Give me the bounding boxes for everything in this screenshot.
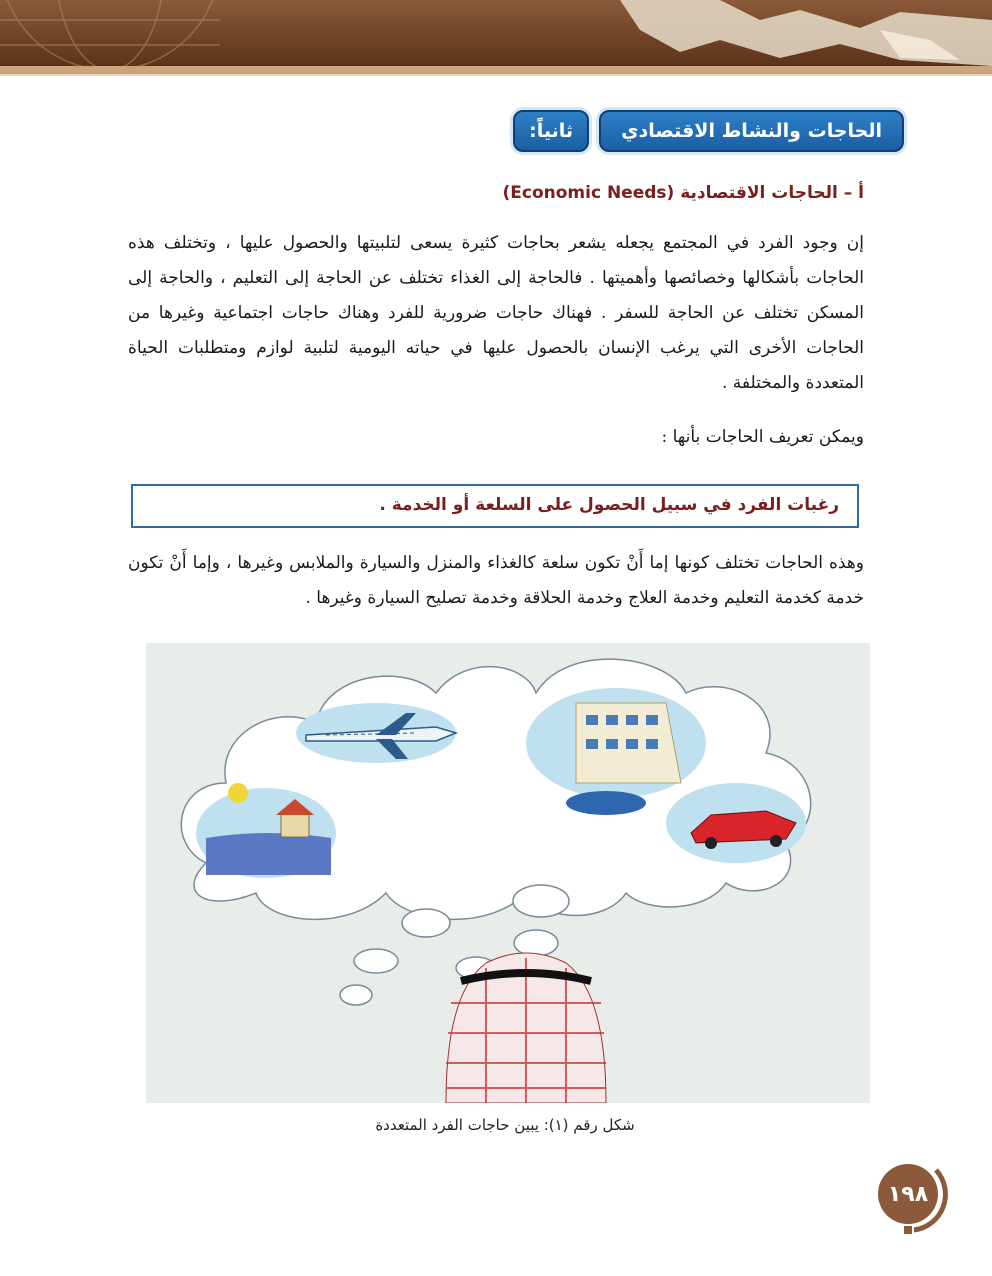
airplane-icon [296,703,456,763]
subheading-economic-needs: أ – الحاجات الاقتصادية (Economic Needs) [502,183,864,203]
figure-caption: شكل رقم (١): يبين حاجات الفرد المتعددة [375,1116,635,1134]
person-head-icon [446,953,606,1103]
paragraph-types: وهذه الحاجات تختلف كونها إما أَنْ تكون سلعة كالغذاء والمنزل والسيارة والملابس وغيرها ، وإما أَنْ تكون خدمة كخدمة التعليم وخدمة العلاج وخدمة الحلاقة وخدمة تصليح السيارة وغيرها . [128,553,864,608]
header-rule [0,66,992,74]
definition-box: رغبات الفرد في سبيل الحصول على السلعة أو الخدمة . [131,484,859,528]
section-heading [513,108,904,154]
paragraph-definition-lead: ويمكن تعريف الحاجات بأنها : [661,427,864,447]
header-band [0,0,992,66]
page-number: ١٩٨ [887,1182,929,1207]
section-title: الحاجات والنشاط الاقتصادي [599,110,904,152]
world-map-decoration [0,0,992,66]
figure-needs-illustration [146,643,870,1103]
section-number-label: ثانياً: [513,110,589,152]
header-rule-light [0,74,992,76]
car-icon [666,783,806,863]
paragraph-intro: إن وجود الفرد في المجتمع يجعله يشعر بحاجات كثيرة يسعى لتلبيتها والحصول عليها ، وتختلف هذه الحاجات بأشكالها وخصائصها وأهميتها . فالحاجة إلى الغذاء تختلف عن الحاجة إلى التعليم ، والحاجة إلى المسكن تختلف عن الحاجة للسفر . فهناك حاجات ضرورية للفرد وهناك حاجات اجتماعية وغيرها من الحاجات الأخرى التي يرغب الإنسان بالحصول عليها في حياته اليومية لتلبية لوازم ومتطلبات الحياة المتعددة والمختلفة . [128,233,864,393]
